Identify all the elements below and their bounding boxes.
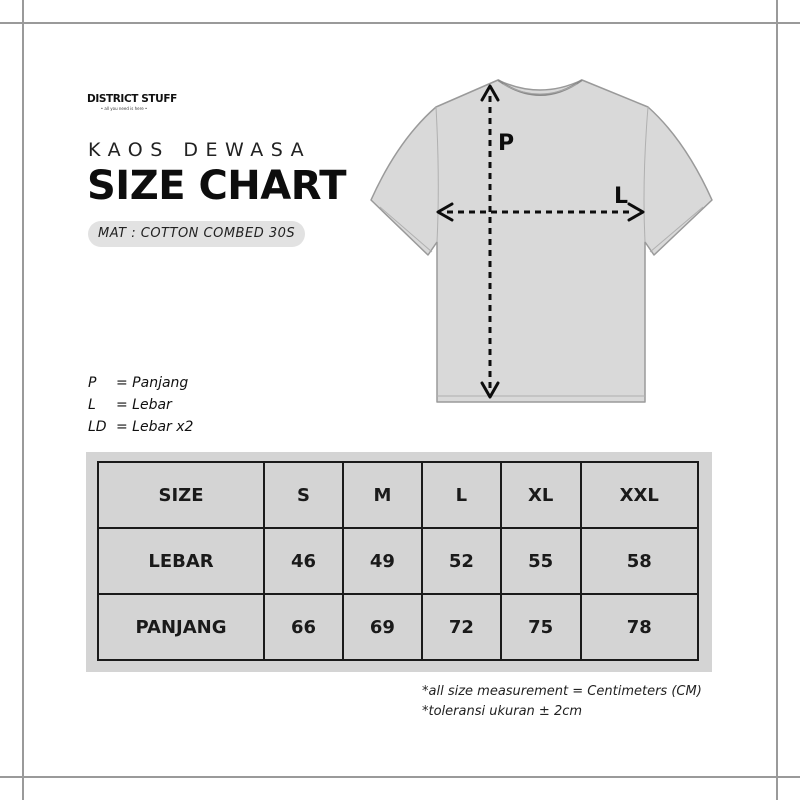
legend-desc: = Lebar bbox=[116, 397, 172, 413]
frame-top-line bbox=[0, 22, 800, 24]
frame-left-line bbox=[22, 0, 24, 800]
table-header-cell: L bbox=[422, 462, 501, 528]
table-header-label: SIZE bbox=[98, 462, 264, 528]
legend-item bbox=[88, 416, 193, 438]
brand-name: DISTRICT STUFF bbox=[87, 93, 177, 105]
table-row bbox=[98, 594, 698, 660]
table-cell: 49 bbox=[343, 528, 422, 594]
table-header-cell: M bbox=[343, 462, 422, 528]
frame-bottom-line bbox=[0, 776, 800, 778]
table-row-label: PANJANG bbox=[98, 594, 264, 660]
table-cell: 46 bbox=[264, 528, 343, 594]
table-row bbox=[98, 528, 698, 594]
table-header-row bbox=[98, 462, 698, 528]
material-badge: MAT : COTTON COMBED 30S bbox=[88, 221, 305, 247]
table-header-cell: XXL bbox=[581, 462, 698, 528]
page-title: SIZE CHART bbox=[87, 163, 347, 209]
legend-abbr: LD bbox=[88, 419, 107, 435]
size-table-panel bbox=[86, 452, 712, 672]
page-subtitle: KAOS DEWASA bbox=[88, 139, 312, 161]
legend bbox=[88, 372, 193, 438]
table-cell: 58 bbox=[581, 528, 698, 594]
table-cell: 69 bbox=[343, 594, 422, 660]
table-header-cell: S bbox=[264, 462, 343, 528]
brand-tagline: • all you need is here • bbox=[100, 106, 148, 111]
brand-logo bbox=[87, 93, 177, 111]
legend-abbr: L bbox=[88, 397, 96, 413]
tshirt-diagram bbox=[360, 72, 720, 417]
note-tolerance: *toleransi ukuran ± 2cm bbox=[422, 704, 583, 719]
notes bbox=[422, 682, 702, 722]
table-cell: 72 bbox=[422, 594, 501, 660]
table-header-cell: XL bbox=[501, 462, 581, 528]
table-cell: 78 bbox=[581, 594, 698, 660]
legend-item bbox=[88, 394, 193, 416]
legend-desc: = Lebar x2 bbox=[116, 419, 194, 435]
length-label: P bbox=[498, 131, 515, 156]
tshirt-body-icon bbox=[371, 80, 712, 402]
width-label: L bbox=[614, 184, 629, 209]
legend-item bbox=[88, 372, 193, 394]
table-row-label: LEBAR bbox=[98, 528, 264, 594]
size-table bbox=[97, 461, 699, 661]
table-cell: 75 bbox=[501, 594, 581, 660]
table-cell: 66 bbox=[264, 594, 343, 660]
frame-right-line bbox=[776, 0, 778, 800]
legend-desc: = Panjang bbox=[116, 375, 189, 391]
table-cell: 55 bbox=[501, 528, 581, 594]
legend-abbr: P bbox=[88, 375, 97, 391]
note-measurement: *all size measurement = Centimeters (CM) bbox=[422, 684, 702, 699]
table-cell: 52 bbox=[422, 528, 501, 594]
